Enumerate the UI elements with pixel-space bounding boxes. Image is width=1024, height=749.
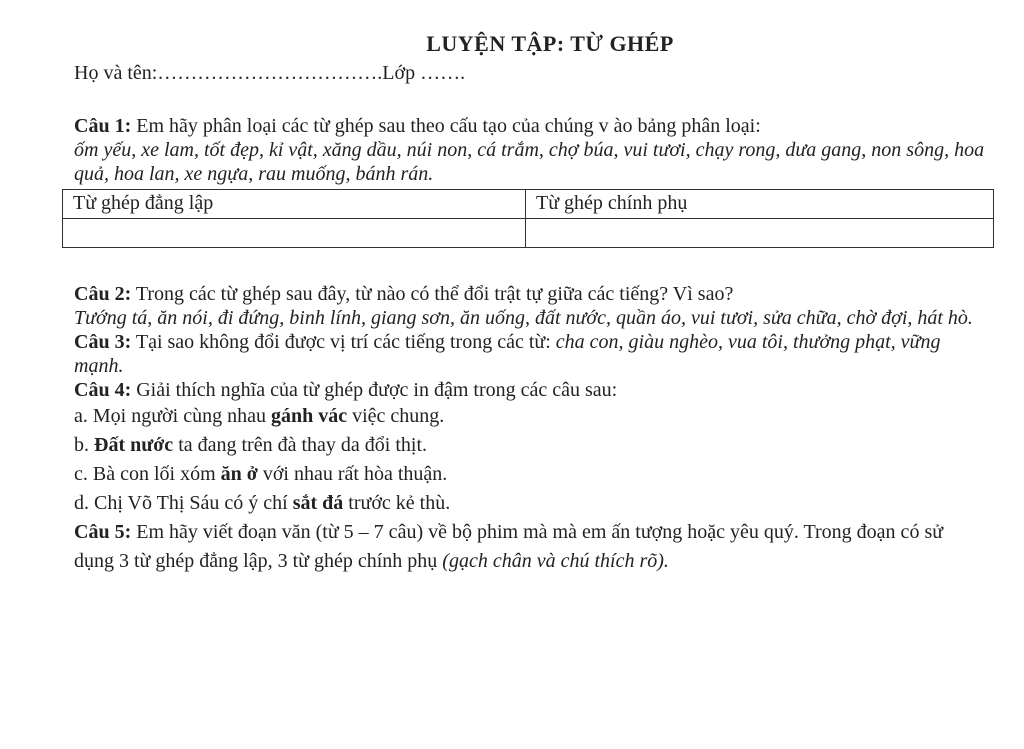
- question-3-words: cha con, giàu nghèo, vua tôi, thưởng phạt, vững mạnh.: [74, 331, 941, 377]
- question-4: [74, 378, 986, 402]
- classification-table: [62, 189, 994, 248]
- question-2-label: Câu 2:: [74, 283, 132, 305]
- item-b-pre: b.: [74, 434, 94, 456]
- table-cell-subordinate[interactable]: [526, 219, 994, 248]
- table-header-subordinate: Từ ghép chính phụ: [526, 190, 994, 219]
- question-5-text: Em hãy viết đoạn văn (từ 5 – 7 câu) về bộ phim mà mà em ấn tượng hoặc yêu quý. Trong đoạn có sử dụng 3 từ ghép đẳng lập, 3 từ ghép chính phụ: [74, 521, 944, 572]
- table-row: [63, 219, 994, 248]
- question-2-words: Tướng tá, ăn nói, đi đứng, binh lính, giang sơn, ăn uống, đất nước, quần áo, vui tươi, sửa chữa, chờ đợi, hát hò.: [74, 307, 973, 329]
- page-title: LUYỆN TẬP: TỪ GHÉP: [426, 31, 674, 56]
- question-3-label: Câu 3:: [74, 331, 132, 353]
- list-item: [74, 402, 986, 431]
- question-5-label: Câu 5:: [74, 521, 132, 543]
- item-a-pre: a. Mọi người cùng nhau: [74, 405, 271, 427]
- list-item: [74, 431, 986, 460]
- question-2-text: Trong các từ ghép sau đây, từ nào có thể đổi trật tự giữa các tiếng? Vì sao?: [131, 283, 734, 305]
- question-4-label: Câu 4:: [74, 379, 132, 401]
- name-class-line: Họ và tên:…………………………….Lớp …….: [74, 62, 466, 84]
- question-4-text: Giải thích nghĩa của từ ghép được in đậm trong các câu sau:: [131, 379, 618, 401]
- list-item: [74, 489, 986, 518]
- question-3: [74, 330, 986, 378]
- item-b-post: ta đang trên đà thay da đổi thịt.: [173, 434, 428, 456]
- item-c-post: với nhau rất hòa thuận.: [257, 463, 448, 485]
- question-3-text: Tại sao không đổi được vị trí các tiếng trong các từ:: [131, 331, 556, 353]
- item-d-bold: sắt đá: [292, 492, 344, 514]
- item-a-post: việc chung.: [347, 405, 445, 427]
- item-a-bold: gánh vác: [270, 405, 348, 427]
- list-item: [74, 460, 986, 489]
- worksheet: [74, 30, 986, 576]
- item-d-post: trước kẻ thù.: [343, 492, 451, 514]
- table-header-coordinate: Từ ghép đẳng lập: [63, 190, 526, 219]
- table-header-row: [63, 190, 994, 219]
- question-5: [74, 518, 986, 576]
- question-1: [74, 114, 986, 186]
- table-cell-coordinate[interactable]: [63, 219, 526, 248]
- item-c-bold: ăn ở: [220, 463, 258, 485]
- question-2: [74, 282, 986, 330]
- question-1-words: ốm yếu, xe lam, tốt đẹp, kỉ vật, xăng dầu, núi non, cá trắm, chợ búa, vui tươi, chạy rong, dưa gang, non sông, hoa quả, hoa lan, xe ngựa, rau muống, bánh rán.: [74, 139, 985, 185]
- question-1-label: Câu 1:: [74, 115, 132, 137]
- item-c-pre: c. Bà con lối xóm: [74, 463, 221, 485]
- question-5-note: (gạch chân và chú thích rõ).: [442, 550, 669, 572]
- question-1-text: Em hãy phân loại các từ ghép sau theo cấu tạo của chúng v ào bảng phân loại:: [131, 115, 761, 137]
- item-d-pre: d. Chị Võ Thị Sáu có ý chí: [74, 492, 293, 514]
- item-b-bold: Đất nước: [94, 434, 174, 456]
